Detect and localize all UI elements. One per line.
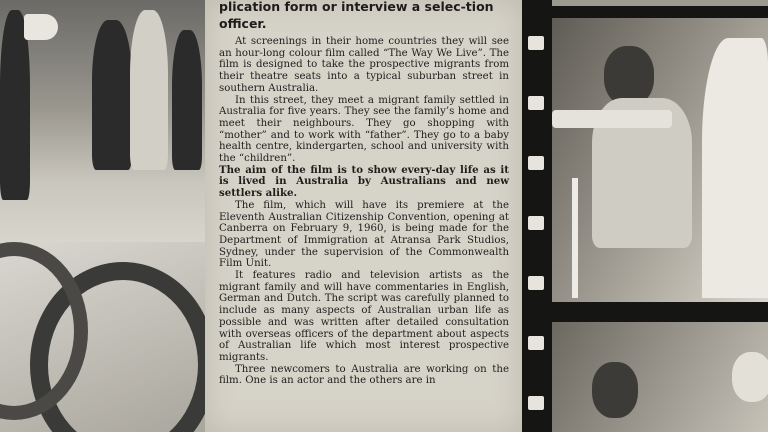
left-photo [0,0,205,432]
woman-dress-shape [702,38,768,298]
film-frame-photo [552,18,768,302]
article-paragraph: At screenings in their home countries they will see an hour-long colour film called “The Way We Live”. The film is designed to take the prospective migrants from their theatre seats into a typical suburban street in southern Australia. [219,36,509,94]
person-figure [172,30,202,170]
table-shape [552,110,672,128]
megaphone-shape [24,14,58,40]
sprocket-hole [528,216,544,230]
article-body [219,36,509,387]
chair-leg-shape [572,178,578,298]
article-headline: plication form or interview a selec-tion officer. [219,0,494,31]
street-scene-photo [0,0,205,242]
article-paragraph: In this street, they meet a migrant family settled in Australia for five years. They see the family’s home and meet their neighbours. They go shopping with “mother” and to work with “father”. They go to a baby health centre, kindergarten, school and university with the “children”. [219,94,509,165]
sprocket-hole [528,96,544,110]
person-figure [92,20,132,170]
person-head-shape [732,352,768,402]
film-frame-photo [552,322,768,432]
sprocket-hole [528,36,544,50]
article-paragraph: It features radio and television artists as the migrant family and will have commentaries in English, German and Dutch. The script was carefully planned to include as many aspects of Australian urban life as possible and was written after detailed consultation with overseas officers of the department about aspects of Australian life which most interest prospective migrants. [219,270,509,363]
person-figure [130,10,168,170]
sprocket-hole [528,156,544,170]
film-strip [522,0,768,432]
article-column [205,0,522,432]
person-head-shape [592,362,638,418]
film-frame-edge [552,0,768,6]
article-paragraph: Three newcomers to Australia are working on the film. One is an actor and the others are in [219,363,509,387]
man-head-shape [604,46,654,106]
sprocket-hole [528,276,544,290]
sprocket-hole [528,396,544,410]
camera-closeup-photo [0,242,205,432]
sprocket-hole [528,336,544,350]
article-paragraph-bold: The aim of the film is to show every-day life as it is lived in Australia by Australians and new settlers alike. [219,163,509,200]
article-paragraph: The film, which will have its premiere at the Eleventh Australian Citizenship Convention, opening at Canberra on February 9, 1960, is being made for the Department of Immigration at Atransa Park Studios, Sydney, under the supervision of the Commonwealth Film Unit. [219,199,509,270]
